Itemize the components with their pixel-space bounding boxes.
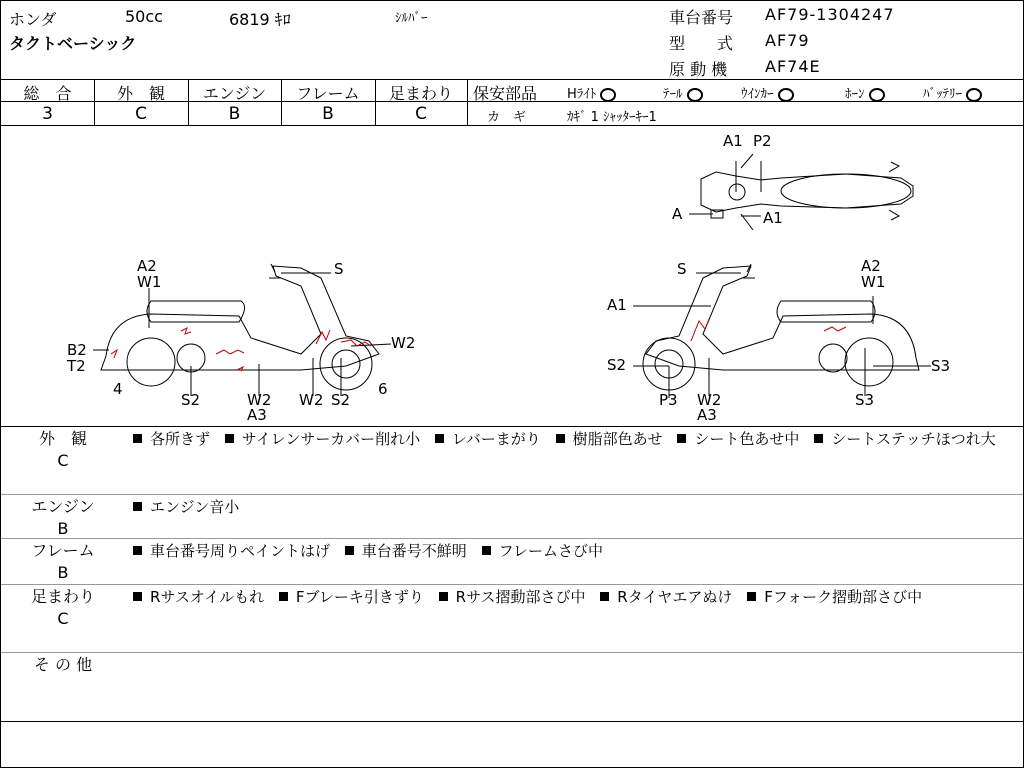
section-label: フレーム B <box>31 541 95 582</box>
damage-diagram <box>1 126 1023 426</box>
circle-mark-icon <box>687 88 703 102</box>
label-left-s: S <box>334 260 344 278</box>
label-right-s2: S2 <box>607 356 627 374</box>
engine-label: エンジン <box>202 84 267 103</box>
label-right-s3a: S3 <box>855 391 875 409</box>
safety-headlight <box>567 83 616 102</box>
displacement: 50cc <box>125 7 163 26</box>
tail-label: ﾃｰﾙ <box>663 87 683 102</box>
label-right-s: S <box>677 260 687 278</box>
label-top-a1: A1 <box>723 132 743 150</box>
circle-mark-icon <box>966 88 982 102</box>
section-label: そ の 他 <box>33 655 93 674</box>
model-name: タクトベーシック <box>9 34 137 53</box>
exterior-grade: C <box>135 104 147 124</box>
engine-grade: B <box>228 104 241 124</box>
circle-mark-icon <box>600 88 616 102</box>
exterior-label: 外 観 <box>116 84 165 103</box>
overall-grade: 3 <box>42 104 53 124</box>
type-label: 型 式 <box>669 34 734 53</box>
label-top-a: A <box>672 205 683 223</box>
safety-winker <box>741 83 794 102</box>
label-top-a1b: A1 <box>763 209 783 227</box>
frame-grade: B <box>322 104 334 124</box>
section-label: エンジン B <box>31 497 95 538</box>
maker: ホンダ <box>9 10 57 29</box>
overall-label: 総 合 <box>23 84 72 103</box>
damage-marks <box>111 319 846 371</box>
winker-label: ｳｲﾝｶｰ <box>741 87 774 102</box>
suspension-grade: C <box>415 104 427 124</box>
label-left-b2: B2 <box>67 341 87 359</box>
label-left-t2: T2 <box>67 357 86 375</box>
type-value: AF79 <box>765 31 810 50</box>
circle-mark-icon <box>778 88 794 102</box>
label-right-p3: P3 <box>659 391 678 409</box>
section-suspension <box>1 586 1023 652</box>
label-left-a2: A2 <box>137 257 157 275</box>
label-right-s3b: S3 <box>931 357 951 375</box>
label-right-a3: A3 <box>697 406 717 424</box>
horn-label: ﾎｰﾝ <box>845 87 865 102</box>
body-color: ｼﾙﾊﾞｰ <box>395 11 428 26</box>
circle-mark-icon <box>869 88 885 102</box>
label-left-w2b: W2 <box>299 391 324 409</box>
key-label: カ ギ <box>487 110 527 125</box>
section-items: 車台番号周りペイントはげ 車台番号不鮮明 フレームさび中 <box>133 540 1018 562</box>
label-right-w2: W2 <box>697 391 722 409</box>
safety-battery <box>923 83 982 102</box>
label-right-a2: A2 <box>861 257 881 275</box>
safety-tail <box>663 83 703 102</box>
label-left-a3: A3 <box>247 406 267 424</box>
label-left-w2a: W2 <box>247 391 272 409</box>
section-items: 各所きず サイレンサーカバー削れ小 レバーまがり 樹脂部色あせ シート色あせ中 シートステッチほつれ大 <box>133 428 1018 450</box>
engine-model-value: AF74E <box>765 57 821 76</box>
label-left-6: 6 <box>378 380 388 398</box>
section-engine <box>1 496 1023 538</box>
safety-horn <box>845 83 885 102</box>
chassis-label: 車台番号 <box>669 8 734 27</box>
section-other <box>1 654 1023 720</box>
chassis-number: AF79-1304247 <box>765 5 895 24</box>
section-items: Rサスオイルもれ Fブレーキ引きずり Rサス摺動部さび中 Rタイヤエアぬけ Fフォーク摺動部さび中 <box>133 586 1018 608</box>
label-top-p2: P2 <box>753 132 772 150</box>
callout-lines <box>93 161 931 398</box>
label-left-4: 4 <box>113 380 123 398</box>
battery-label: ﾊﾞｯﾃﾘｰ <box>923 87 962 102</box>
safety-label: 保安部品 <box>473 84 538 103</box>
section-items: エンジン音小 <box>133 496 1018 518</box>
label-left-w1: W1 <box>137 273 162 291</box>
suspension-label: 足まわり <box>388 84 453 103</box>
label-left-s2a: S2 <box>181 391 201 409</box>
label-left-s2b: S2 <box>331 391 351 409</box>
section-exterior <box>1 428 1023 494</box>
headlight-label: Hﾗｲﾄ <box>567 87 597 102</box>
frame-label: フレーム <box>296 84 360 103</box>
key-value: ｶｷﾞ 1 ｼｬｯﾀｰｷｰ1 <box>567 110 657 125</box>
mileage: 6819 ｷﾛ <box>229 10 291 29</box>
label-right-w1: W1 <box>861 273 886 291</box>
section-label: 外 観 C <box>38 429 87 470</box>
top-view-scooter <box>701 154 913 230</box>
engine-model-label: 原 動 機 <box>669 60 728 79</box>
label-right-a1: A1 <box>607 296 627 314</box>
label-left-w2c: W2 <box>391 334 416 352</box>
section-label: 足まわり C <box>30 587 95 628</box>
section-frame <box>1 540 1023 584</box>
